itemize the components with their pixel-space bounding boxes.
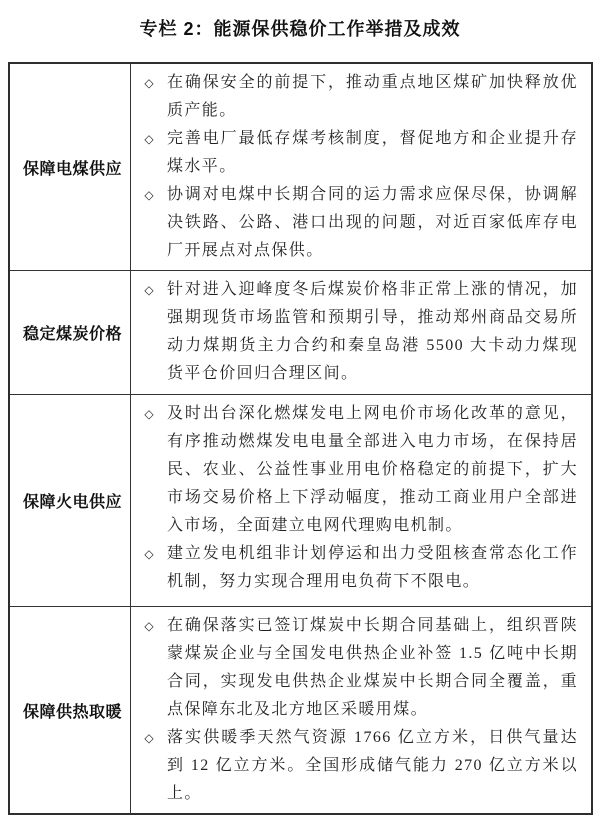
item-text: 落实供暖季天然气资源 1766 亿立方米，日供气量达到 12 亿立方米。全国形成储气能力 270 亿立方米以上。	[167, 729, 578, 802]
row-label: 保障供热取暖	[10, 607, 131, 813]
diamond-bullet-icon: ◇	[144, 283, 154, 297]
row-content	[131, 64, 591, 270]
diamond-bullet-icon: ◇	[144, 76, 154, 90]
list-item	[131, 612, 578, 724]
list-item	[131, 400, 578, 540]
row-content	[131, 395, 591, 606]
table-row-coal-power-supply	[10, 64, 591, 270]
row-label: 保障电煤供应	[10, 64, 131, 270]
row-content	[131, 271, 591, 394]
row-label: 保障火电供应	[10, 395, 131, 606]
diamond-bullet-icon: ◇	[144, 407, 154, 421]
item-text: 完善电厂最低存煤考核制度，督促地方和企业提升存煤水平。	[167, 130, 578, 175]
diamond-bullet-icon: ◇	[144, 731, 154, 745]
table-row-heating-supply	[10, 606, 591, 813]
list-item	[131, 540, 578, 596]
item-text: 建立发电机组非计划停运和出力受阻核查常态化工作机制，努力实现合理用电负荷下不限电。	[167, 545, 578, 590]
list-item	[131, 276, 578, 388]
measures-table	[8, 62, 593, 815]
item-text: 协调对电煤中长期合同的运力需求应保尽保，协调解决铁路、公路、港口出现的问题，对近百家低库存电厂开展点对点保供。	[167, 186, 578, 259]
list-item	[131, 69, 578, 125]
diamond-bullet-icon: ◇	[144, 188, 154, 202]
table-row-coal-price-stabilization	[10, 270, 591, 394]
page-title: 专栏 2：能源保供稳价工作举措及成效	[139, 19, 461, 39]
list-item	[131, 125, 578, 181]
table-row-thermal-power-supply	[10, 394, 591, 606]
diamond-bullet-icon: ◇	[144, 132, 154, 146]
item-text: 及时出台深化燃煤发电上网电价市场化改革的意见，有序推动燃煤发电电量全部进入电力市场，在保持居民、农业、公益性事业用电价格稳定的前提下，扩大市场交易价格上下浮动幅度，推动工商业用户全部进入市场，全面建立电网代理购电机制。	[167, 405, 578, 534]
list-item	[131, 181, 578, 265]
item-text: 针对进入迎峰度冬后煤炭价格非正常上涨的情况，加强期现货市场监管和预期引导，推动郑州商品交易所动力煤期货主力合约和秦皇岛港 5500 大卡动力煤现货平仓价回归合理区间。	[167, 281, 578, 382]
item-text: 在确保安全的前提下，推动重点地区煤矿加快释放优质产能。	[167, 74, 578, 119]
row-label: 稳定煤炭价格	[10, 271, 131, 394]
diamond-bullet-icon: ◇	[144, 619, 154, 633]
row-content	[131, 607, 591, 813]
diamond-bullet-icon: ◇	[144, 547, 154, 561]
list-item	[131, 724, 578, 808]
item-text: 在确保落实已签订煤炭中长期合同基础上，组织晋陕蒙煤炭企业与全国发电供热企业补签 1.5 亿吨中长期合同，实现发电供热企业煤炭中长期合同全覆盖，重点保障东北及北方地区采暖用煤。	[167, 617, 578, 718]
